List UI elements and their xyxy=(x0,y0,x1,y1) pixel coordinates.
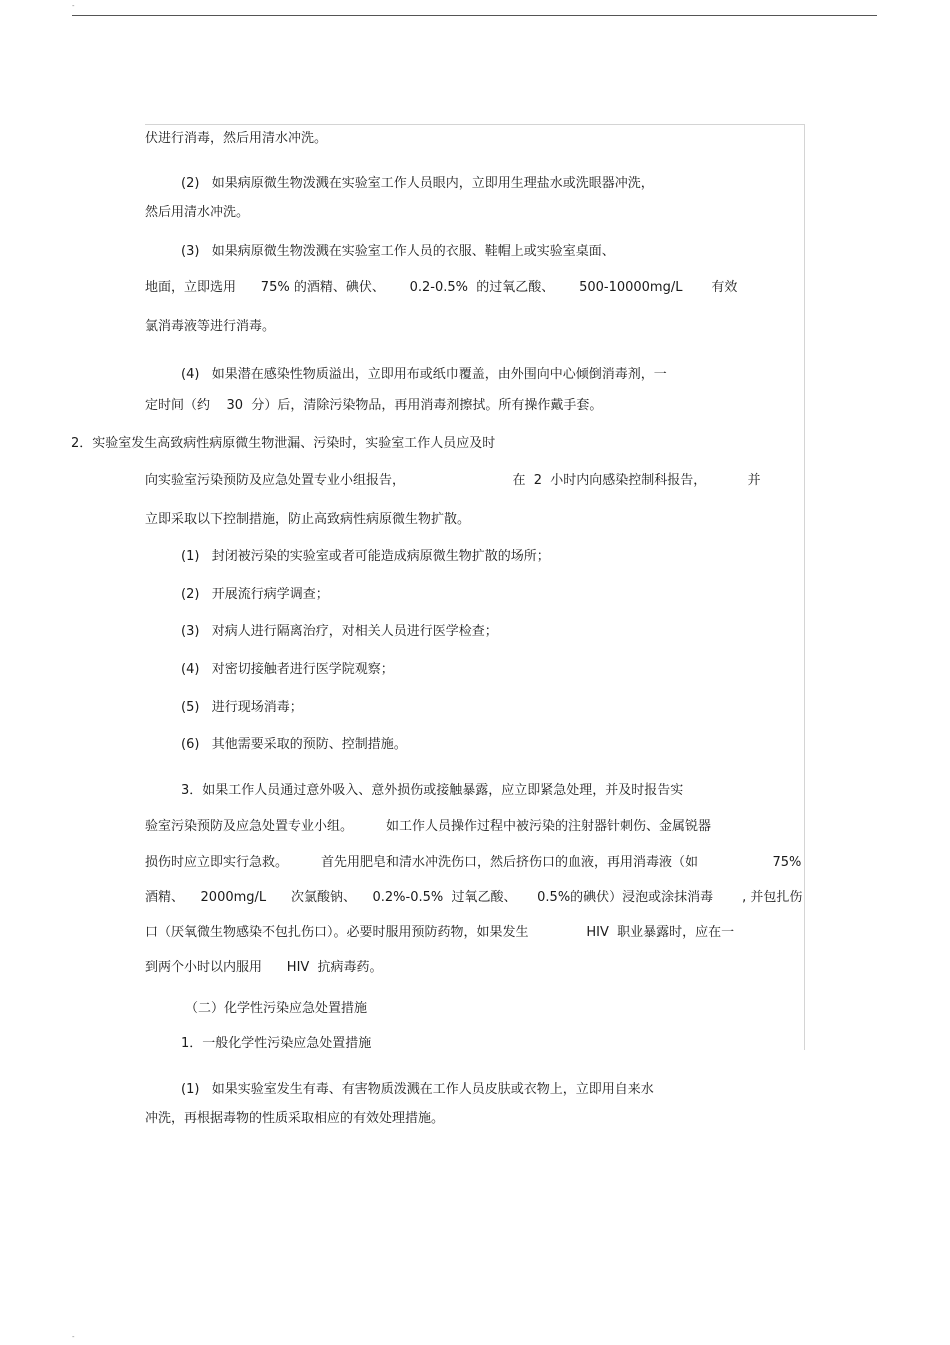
text-line: (1) 如果实验室发生有毒、有害物质泼溅在工作人员皮肤或衣物上，立即用自来水 xyxy=(181,1082,654,1097)
header-rule xyxy=(72,15,877,16)
text-line: 立即采取以下控制措施，防止高致病性病原微生物扩散。 xyxy=(145,512,471,527)
text-line: (3) 对病人进行隔离治疗，对相关人员进行医学检查； xyxy=(181,624,498,639)
text-line: 冲洗，再根据毒物的性质采取相应的有效处理措施。 xyxy=(145,1111,445,1126)
text-line: 氯消毒液等进行消毒。 xyxy=(145,319,276,334)
bottom-corner-mark: - xyxy=(72,1333,75,1341)
frame-top-border xyxy=(145,124,805,125)
text-line: (6) 其他需要采取的预防、控制措施。 xyxy=(181,737,407,752)
text-line: (2) 开展流行病学调查； xyxy=(181,587,329,602)
frame-right-border xyxy=(804,124,805,1050)
text-line: (2) 如果病原微生物泼溅在实验室工作人员眼内，立即用生理盐水或洗眼器冲洗， xyxy=(181,176,654,191)
text-line: （二）化学性污染应急处置措施 xyxy=(185,1001,368,1016)
text-line: (3) 如果病原微生物泼溅在实验室工作人员的衣服、鞋帽上或实验室桌面、 xyxy=(181,244,615,259)
text-line: 损伤时应立即实行急救。 首先用肥皂和清水冲洗伤口，然后挤伤口的血液，再用消毒液（如 75% xyxy=(145,855,802,870)
text-line: 定时间（约 30 分）后，清除污染物品，再用消毒剂擦拭。所有操作戴手套。 xyxy=(145,398,603,413)
text-line: (4) 对密切接触者进行医学院观察； xyxy=(181,662,394,677)
top-corner-mark: - xyxy=(72,2,75,10)
text-line: 3．如果工作人员通过意外吸入、意外损伤或接触暴露，应立即紧急处理，并及时报告实 xyxy=(181,783,684,798)
text-line: 伏进行消毒，然后用清水冲洗。 xyxy=(145,131,328,146)
text-line: 向实验室污染预防及应急处置专业小组报告， 在 2 小时内向感染控制科报告， 并 xyxy=(145,473,761,488)
text-line: (5) 进行现场消毒； xyxy=(181,700,303,715)
text-line: 酒精、 2000mg/L 次氯酸钠、 0.2%-0.5% 过氧乙酸、 0.5%的碘伏）浸泡或涂抹消毒 , 并包扎伤 xyxy=(145,890,803,905)
text-line: 地面，立即选用 75% 的酒精、碘伏、 0.2-0.5% 的过氧乙酸、 500-10000mg/L 有效 xyxy=(145,280,738,295)
text-line: (4) 如果潜在感染性物质溢出，立即用布或纸巾覆盖，由外围向中心倾倒消毒剂，一 xyxy=(181,367,667,382)
text-line: 到两个小时以内服用 HIV 抗病毒药。 xyxy=(145,960,383,975)
text-line: 2．实验室发生高致病性病原微生物泄漏、污染时，实验室工作人员应及时 xyxy=(71,436,496,451)
text-line: 1．一般化学性污染应急处置措施 xyxy=(181,1036,372,1051)
text-line: 口（厌氧微生物感染不包扎伤口）。必要时服用预防药物，如果发生 HIV 职业暴露时，应在一 xyxy=(145,925,735,940)
text-line: 然后用清水冲洗。 xyxy=(145,205,250,220)
text-line: 验室污染预防及应急处置专业小组。 如工作人员操作过程中被污染的注射器针刺伤、金属锐器 xyxy=(145,819,712,834)
text-line: (1) 封闭被污染的实验室或者可能造成病原微生物扩散的场所； xyxy=(181,549,550,564)
